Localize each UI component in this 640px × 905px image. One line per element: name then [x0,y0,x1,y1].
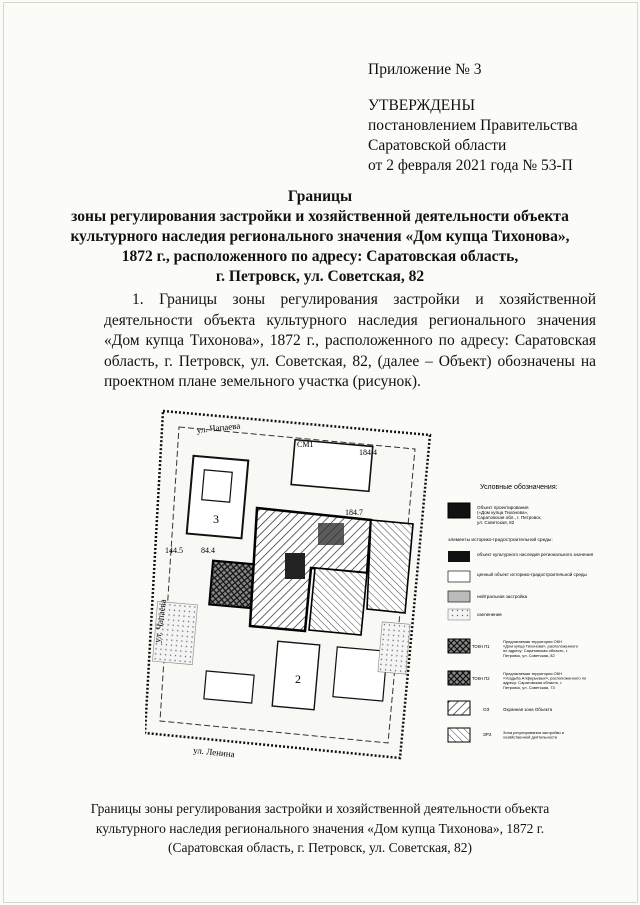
title-line-3: культурного наследия регионального значения «Дом купца Тихонова», [70,228,570,245]
legend-greenery-text: озеленение [477,612,502,617]
legend-swatch-zone3 [448,701,470,715]
legend-code-4: ЗР2 [483,732,492,737]
street-label-left: ул. Чапаева [152,598,169,644]
legend-swatch-zone2 [448,671,470,685]
figure-caption [60,799,580,858]
legend-valuable-text: ценный объект историко-градостроительной среды [477,572,587,577]
title-line-4: 1872 г., расположенного по адресу: Саратовская область, [121,248,519,265]
legend-code-3: ОЗ [483,707,490,712]
legend-heritage-text: объект культурного наследия регионального значения [477,552,594,557]
caption-line-1: Границы зоны регулирования застройки и хозяйственной деятельности объекта [90,801,550,816]
approved-date: от 2 февраля 2021 года № 53-П [368,157,573,174]
legend-swatch-neutral [448,591,470,602]
legend-object-l2: («Дом купца Тихонова», [477,510,529,515]
height-mark-1: 144.5 [165,546,183,555]
approved-by: постановлением Правительства [368,117,578,134]
street-label-top: ул. Чапаева [196,420,241,435]
legend-object-l3: Саратовская обл., г. Петровск, [477,515,542,520]
legend-swatch-heritage [448,551,470,562]
site-plan-figure [145,403,595,773]
legend-code-2: ТОКН П2 [472,676,490,681]
legend-swatch-zone4 [448,728,470,742]
caption-line-2: культурного наследия регионального значения «Дом купца Тихонова», 1872 г. [95,820,545,836]
sm1-label: СМ1 [297,440,314,449]
appendix-number: Приложение № 3 [368,61,482,78]
body-paragraph: 1. Границы зоны регулирования застройки и хозяйственной деятельности объекта культурного наследия регионального значения «Дом купца Тихонова», 1872 г., расположенного по адресу: Саратовская область, г. Петровск, ул. Советская, 82, (далее – Объект) обозначены на проектном плане земельного участка (рисунок). [104,291,596,391]
legend-zone4-text: Зона регулирования застройки и хозяйственной деятельности [503,730,564,740]
legend-object-text [477,505,543,525]
height-mark-2: 84.4 [201,546,215,555]
legend-zone2-text: Предлагаемая территория ОКН «Усадьба Алферьевых», расположенного по адресу: Саратовская область, г. Петровск, ул. Советская, 73 [503,671,587,690]
height-mark-4: 184.4 [359,448,377,457]
legend-object-l4: ул. Советская, 82 [477,520,515,525]
block-number-2: 2 [295,672,301,686]
legend-swatch-zone1 [448,639,470,653]
legend-swatch-greenery [448,609,470,620]
height-mark-3: 184.7 [345,508,363,517]
legend [448,483,594,742]
legend-zone1-text: Предлагаемая территория ОКН «Дом купца Тихонова», расположенного по адресу: Саратовская область, г. Петровск, ул. Советская, 82 [503,639,578,658]
legend-elements-heading: элементы историко-градостроительной среды: [448,538,553,543]
legend-title: Условные обозначения: [480,484,558,491]
caption-line-3: (Саратовская область, г. Петровск, ул. Советская, 82) [167,840,473,855]
block-number-3: 3 [213,512,219,526]
street-label-bottom: ул. Ленина [192,745,236,760]
site-map [145,411,430,759]
title-line-5: г. Петровск, ул. Советская, 82 [215,268,425,285]
legend-swatch-object [448,503,470,518]
legend-zone3-text: Охранная зона Объекта [503,707,553,712]
legend-swatch-valuable [448,571,470,582]
approved-region: Саратовской области [368,137,507,154]
approved-label: УТВЕРЖДЕНЫ [368,97,475,114]
legend-code-1: ТОКН П1 [472,644,490,649]
title-line-2: зоны регулирования застройки и хозяйственной деятельности объекта [71,208,569,225]
legend-object-l1: Объект проектирования [477,505,529,510]
legend-neutral-text: нейтральная застройка [477,594,528,599]
document-title: Границы [287,188,353,205]
